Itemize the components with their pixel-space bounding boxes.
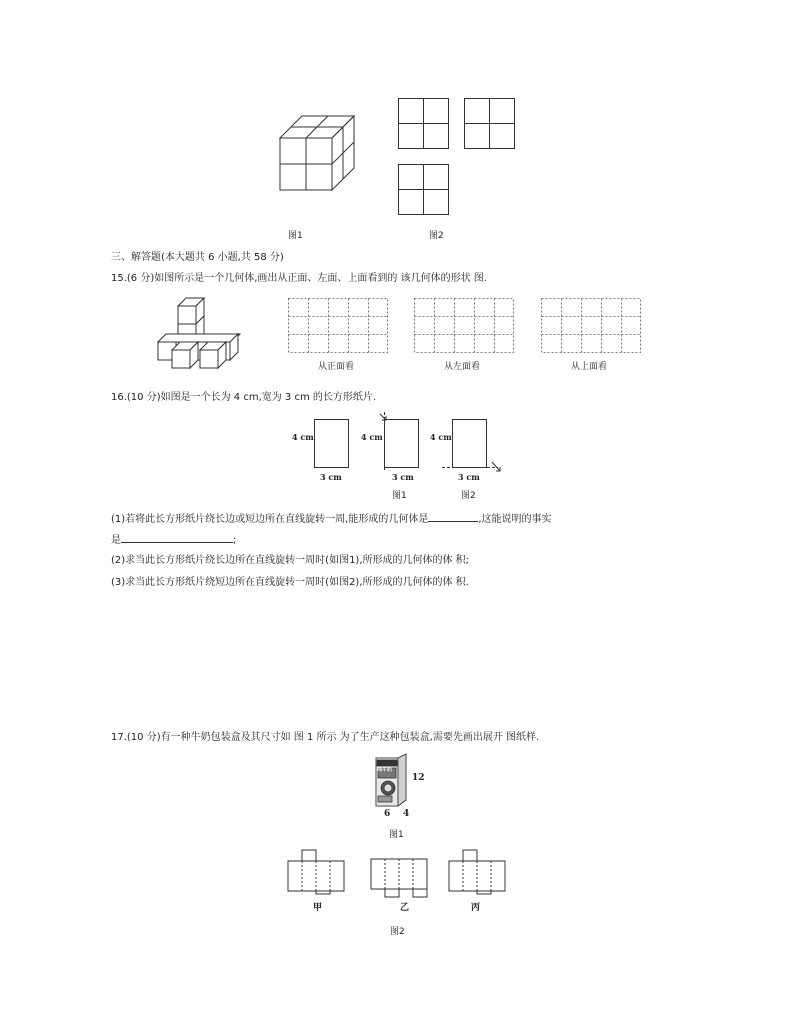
view-grid-front bbox=[398, 98, 450, 150]
q16-part1-line1 bbox=[111, 511, 552, 527]
q15-label-left: 从左面看 bbox=[444, 362, 481, 372]
q15-grid-front bbox=[288, 298, 388, 354]
net-label-yi: 乙 bbox=[400, 903, 410, 913]
q16-rect2-bottom-label: 3 cm bbox=[392, 472, 414, 482]
milk-box-image bbox=[372, 752, 412, 810]
q15-solid-figure bbox=[156, 296, 248, 372]
q16-rect3-bottom-label: 3 cm bbox=[458, 472, 480, 482]
q16-rect1-side-label: 4 cm bbox=[292, 432, 314, 442]
q16-part3: (3)求当此长方形纸片绕短边所在直线旋转一周时(如图2),所形成的几何体的体 积. bbox=[111, 577, 469, 588]
q17-dim-side: 4 bbox=[403, 809, 410, 819]
q16-part1-text-d: ; bbox=[233, 535, 237, 546]
q16-text: 16.(10 分)如图是一个长为 4 cm,宽为 3 cm 的长方形纸片. bbox=[111, 392, 377, 403]
net-label-jia: 甲 bbox=[313, 903, 323, 913]
q16-rect-short-axis bbox=[442, 417, 506, 475]
net-yi bbox=[370, 855, 432, 899]
q16-fig2-caption: 图2 bbox=[461, 491, 476, 501]
q17-fig1-caption: 图1 bbox=[389, 830, 404, 840]
q16-rect-long-axis bbox=[378, 410, 422, 472]
top-fig1-caption: 图1 bbox=[288, 231, 303, 241]
q16-rect1-bottom-label: 3 cm bbox=[320, 472, 342, 482]
net-jia bbox=[287, 849, 347, 895]
view-grid-left bbox=[464, 98, 516, 150]
q16-part1-text-b: ,这能说明的事实 bbox=[478, 514, 552, 525]
q17-fig2-caption: 图2 bbox=[390, 927, 405, 937]
q15-grid-top bbox=[541, 298, 641, 354]
q16-rect3-side-label: 4 cm bbox=[430, 432, 452, 442]
view-grid-top bbox=[398, 164, 450, 216]
q16-part2: (2)求当此长方形纸片绕长边所在直线旋转一周时(如图1),所形成的几何体的体 积; bbox=[111, 555, 470, 566]
q17-dim-front: 6 bbox=[384, 809, 391, 819]
net-bing bbox=[448, 849, 508, 895]
q17-text: 17.(10 分)有一种牛奶包装盒及其尺寸如 图 1 所示 为了生产这种包装盒,需要先画出展开 图纸样. bbox=[111, 732, 540, 743]
q16-rect-plain bbox=[314, 419, 350, 469]
section-heading: 三、解答题(本大题共 6 小题,共 58 分) bbox=[111, 252, 284, 263]
q16-answer-blank-2[interactable] bbox=[121, 532, 233, 543]
q15-grid-left bbox=[414, 298, 514, 354]
q15-text: 15.(6 分)如图所示是一个几何体,画出从正面、左面、上面看到的 该几何体的形状 图. bbox=[111, 273, 487, 284]
q15-label-front: 从正面看 bbox=[318, 362, 355, 372]
q16-fig1-caption: 图1 bbox=[392, 491, 407, 501]
q16-rect2-side-label: 4 cm bbox=[361, 432, 383, 442]
top-fig2-caption: 图2 bbox=[429, 231, 444, 241]
q15-label-top: 从上面看 bbox=[571, 362, 608, 372]
q16-answer-blank-1[interactable] bbox=[428, 511, 478, 522]
cube-figure-1 bbox=[278, 114, 358, 194]
q16-part1-text-c: 是 bbox=[111, 535, 121, 546]
q16-part1-line2 bbox=[111, 532, 236, 548]
q16-part1-text-a: (1)若将此长方形纸片绕长边或短边所在直线旋转一周,能形成的几何体是 bbox=[111, 514, 429, 525]
net-label-bing: 丙 bbox=[471, 903, 481, 913]
q17-dim-height: 12 bbox=[412, 773, 425, 783]
milk-box-brand: 纯牛奶 bbox=[377, 767, 393, 773]
